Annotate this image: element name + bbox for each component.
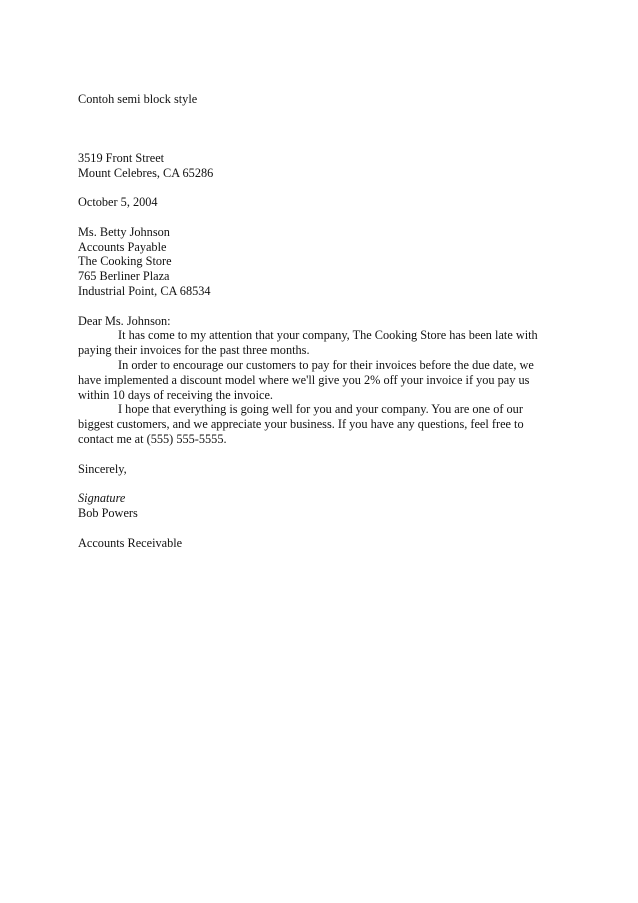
paragraph-line: It has come to my attention that your company, The Cooking Store has been late with [118,328,538,343]
paragraph-line: I hope that everything is going well for you and your company. You are one of our [118,402,523,417]
closing-text: Sincerely, [78,461,127,476]
signature-block [78,491,566,521]
paragraph-line: within 10 days of receiving the invoice. [78,387,273,402]
sender-street: 3519 Front Street [78,150,165,165]
closing [78,462,566,477]
body-paragraph [78,358,566,402]
body-paragraph [78,402,566,446]
paragraph-line: contact me at (555) 555-5555. [78,431,227,446]
sender-city: Mount Celebres, CA 65286 [78,165,214,180]
document-heading: Contoh semi block style [78,92,198,106]
paragraph-line: biggest customers, and we appreciate your business. If you have any questions, feel free to [78,417,524,432]
sender-department-block [78,536,566,551]
recipient-address [78,225,566,299]
letter-page [78,92,566,550]
recipient-street: 765 Berliner Plaza [78,269,170,284]
date-text: October 5, 2004 [78,195,158,210]
paragraph-line: have implemented a discount model where we'll give you 2% off your invoice if you pay us [78,372,530,387]
sender-name: Bob Powers [78,505,138,520]
paragraph-line: paying their invoices for the past three months. [78,343,310,358]
recipient-name: Ms. Betty Johnson [78,224,170,239]
body-paragraph [78,328,566,358]
letter-body [78,314,566,447]
recipient-city: Industrial Point, CA 68534 [78,283,211,298]
sender-address [78,151,566,181]
sender-department: Accounts Receivable [78,535,183,550]
signature: Signature [78,491,126,506]
recipient-department: Accounts Payable [78,239,167,254]
paragraph-line: In order to encourage our customers to pay for their invoices before the due date, we [118,357,534,372]
letter-date [78,195,566,210]
recipient-company: The Cooking Store [78,254,172,269]
salutation: Dear Ms. Johnson: [78,313,171,328]
